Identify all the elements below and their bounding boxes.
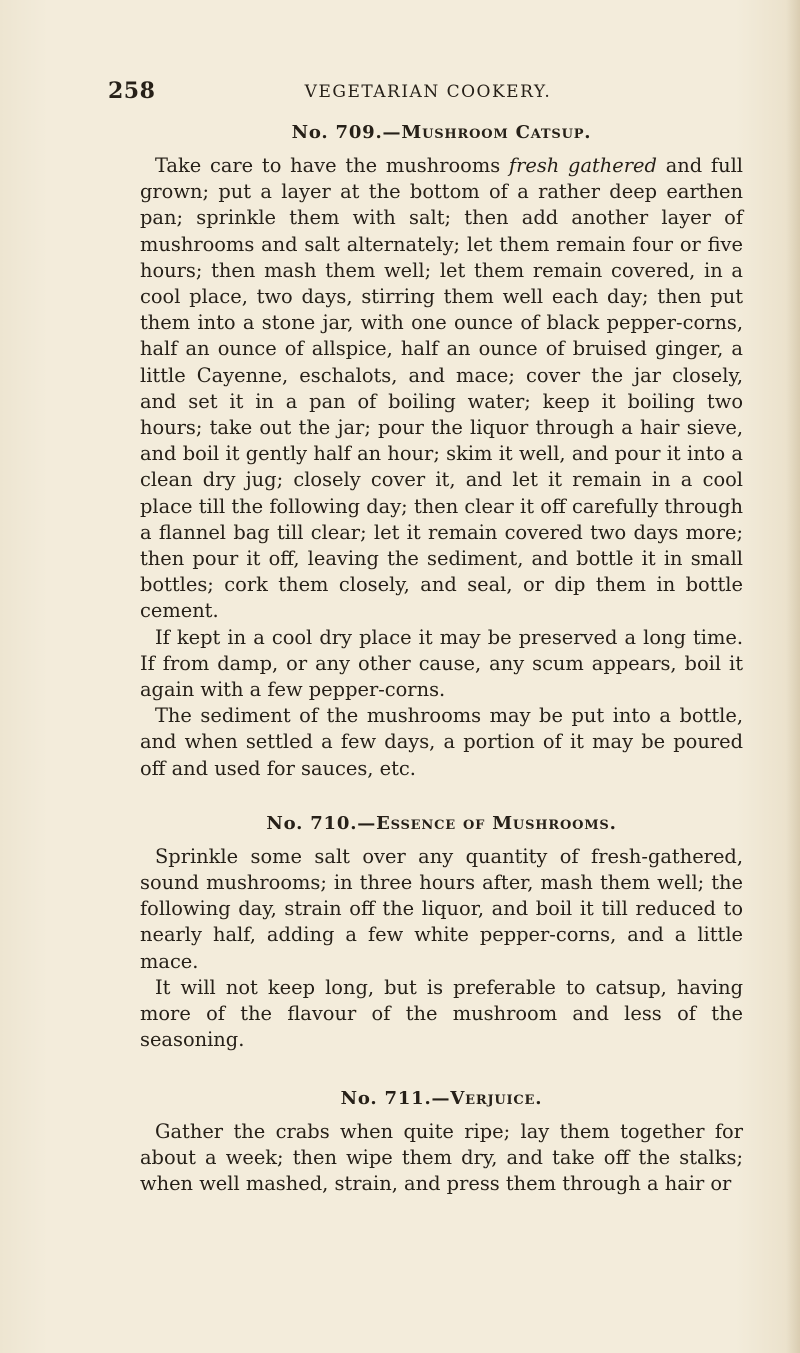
recipe-heading-710 — [140, 811, 743, 837]
running-title: VEGETARIAN COOKERY. — [304, 82, 552, 102]
recipe-number: No. 711.— — [340, 1087, 451, 1109]
page-body — [140, 120, 743, 1197]
recipe-number: No. 710.— — [266, 812, 377, 834]
recipe-title: Verjuice. — [450, 1087, 543, 1109]
recipe-paragraph: It will not keep long, but is preferable to catsup, having more of the flavour of the mushroom and less of the seasoning. — [140, 975, 743, 1052]
recipe-paragraph: Take care to have the mushrooms fresh gathered and full grown; put a layer at the bottom of a rather deep earthen pan; sprinkle them with salt; then add another layer of mushrooms and salt alternately; let them remain four or five hours; then mash them well; let them remain covered, in a cool place, two days, stirring them well each day; then put them into a stone jar, with one ounce of black pepper-corns, half an ounce of allspice, half an ounce of bruised ginger, a little Cayenne, eschalots, and mace; cover the jar closely, and set it in a pan of boiling water; keep it boiling two hours; take out the jar; pour the liquor through a hair sieve, and boil it gently half an hour; skim it well, and pour it into a clean dry jug; closely cover it, and let it remain in a cool place till the following day; then clear it off carefully through a flannel bag till clear; let it remain covered two days more; then pour it off, leaving the sediment, and bottle it in small bottles; cork them closely, and seal, or dip them in bottle cement. — [140, 154, 743, 623]
recipe-title: Mushroom Catsup. — [401, 122, 592, 143]
recipe-number: No. 709.— — [291, 122, 402, 143]
recipe-title: Essence of Mushrooms. — [376, 812, 617, 834]
recipe-heading-709 — [140, 120, 743, 146]
recipe-paragraph: Sprinkle some salt over any quantity of fresh-gathered, sound mushrooms; in three hours after, mash them well; the following day, strain off the liquor, and boil it till reduced to nearly half, adding a few white pepper-corns, and a little mace. — [140, 844, 743, 973]
recipe-paragraph: The sediment of the mushrooms may be put into a bottle, and when settled a few days, a portion of it may be poured off and used for sauces, etc. — [140, 704, 743, 780]
page-edge-shadow — [786, 0, 800, 1353]
emphasis-text: fresh gathered — [508, 154, 657, 177]
running-head — [108, 78, 748, 104]
recipe-paragraph: If kept in a cool dry place it may be preserved a long time. If from damp, or any other cause, any scum appears, boil it again with a few pepper-corns. — [140, 625, 743, 702]
page-number: 258 — [108, 78, 156, 104]
recipe-heading-711 — [140, 1086, 743, 1112]
recipe-paragraph: Gather the crabs when quite ripe; lay them together for about a week; then wipe them dry, and take off the stalks; when well mashed, strain, and press them through a hair or — [140, 1119, 743, 1195]
